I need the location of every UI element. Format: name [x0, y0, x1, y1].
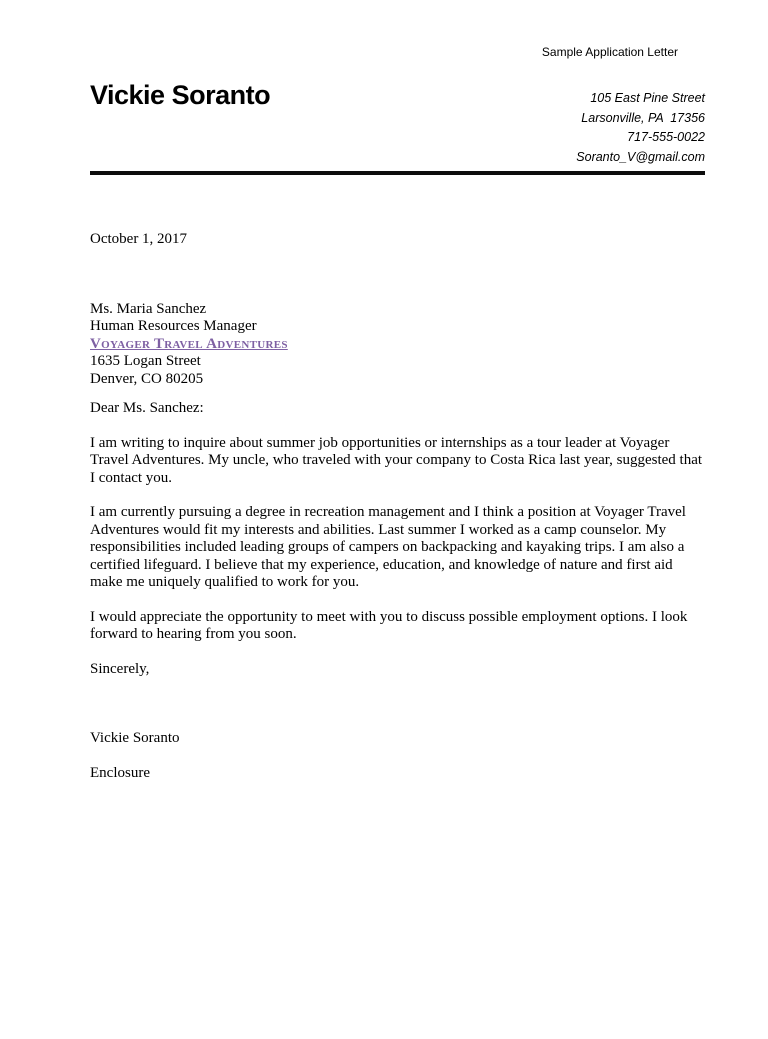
recipient-name: Ms. Maria Sanchez: [90, 300, 207, 317]
document-type-label: Sample Application Letter: [541, 45, 678, 59]
company-link[interactable]: Voyager Travel Adventures: [90, 335, 288, 352]
signature-name: Vickie Soranto: [90, 730, 180, 746]
contact-city-state-zip: Larsonville, PA 17356: [581, 110, 705, 125]
letterhead-contact: [576, 89, 705, 167]
contact-phone: 717-555-0022: [627, 130, 705, 144]
salutation: Dear Ms. Sanchez:: [90, 400, 204, 416]
letterhead-divider: [90, 171, 705, 175]
paragraph-2: I am currently pursuing a degree in recreation management and I think a position at Voyager Travel Adventures would fit my interests and abilities. Last summer I worked as a camp counselor. My responsibilities included leading groups of campers on backpacking and kayaking trips. I am also a certified lifeguard. I believe that my experience, education, and knowledge of nature and first aid make me uniquely qualified to work for you.: [90, 504, 686, 590]
recipient-title: Human Resources Manager: [90, 318, 257, 334]
letterhead: [90, 81, 705, 167]
letter-page: [0, 45, 768, 1039]
paragraph-3: I would appreciate the opportunity to meet with you to discuss possible employment options. I look forward to hearing from you soon.: [90, 608, 688, 642]
contact-email: Soranto_V@gmail.com: [576, 149, 705, 164]
recipient-block: [90, 301, 705, 389]
letter-date: October 1, 2017: [90, 231, 188, 247]
recipient-city-state-zip: Denver, CO 80205: [90, 370, 204, 387]
recipient-street: 1635 Logan Street: [90, 353, 201, 369]
contact-street: 105 East Pine Street: [590, 91, 705, 105]
enclosure-note: Enclosure: [90, 764, 150, 781]
letterhead-name: Vickie Soranto: [90, 80, 271, 110]
letter-body: [90, 231, 705, 782]
closing: Sincerely,: [90, 660, 150, 677]
paragraph-1: I am writing to inquire about summer job opportunities or internships as a tour leader at Voyager Travel Adventures. My uncle, who traveled with your company to Costa Rica last year, suggested that I contact you.: [90, 434, 703, 486]
